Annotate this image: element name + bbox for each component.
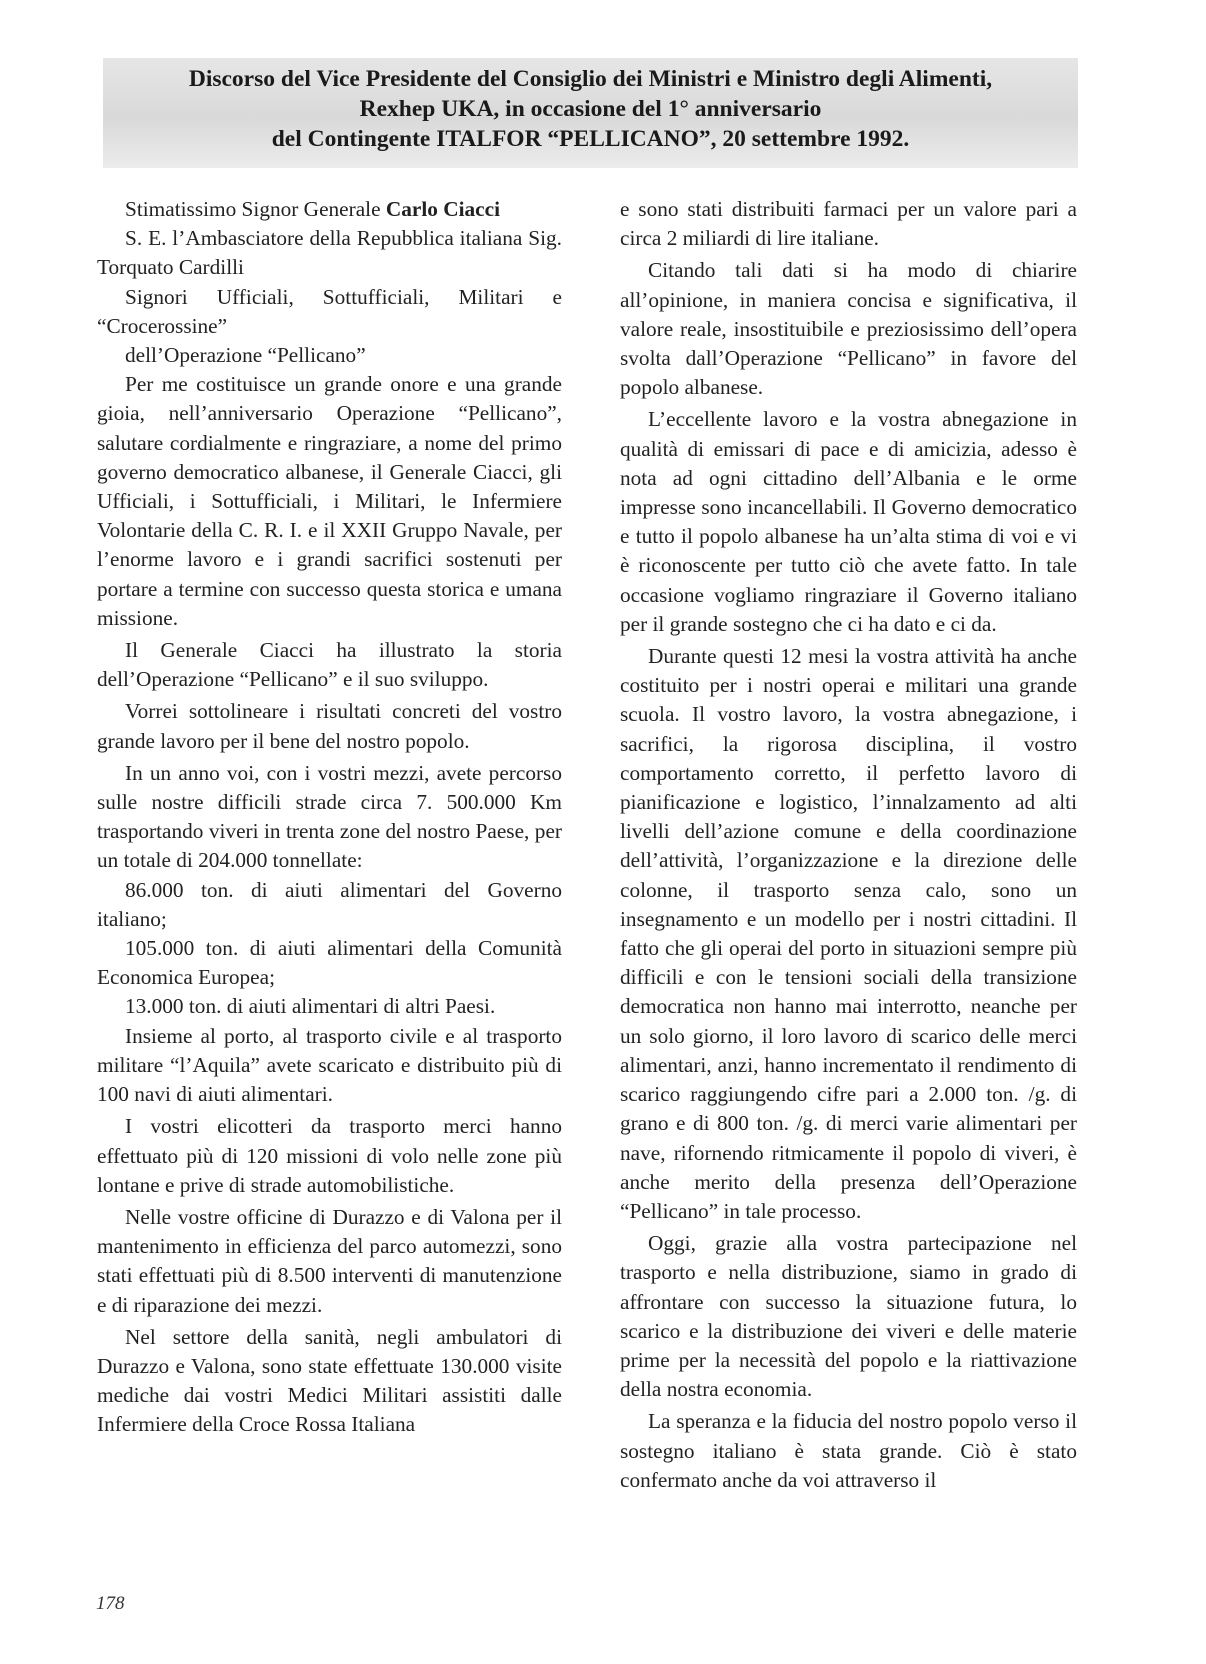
paragraph: Oggi, grazie alla vostra partecipazione nel trasporto e nella distribuzione, siamo in grado di affrontare con successo la situazione futura, lo scarico e la distribuzione dei viveri e delle materie prime per la necessità del popolo e la riattivazione della nostra economia. xyxy=(620,1231,1077,1402)
paragraph: Vorrei sottolineare i risultati concreti del vostro grande lavoro per il bene del nostro popolo. xyxy=(97,699,562,753)
list-item: 86.000 ton. di aiuti alimentari del Governo italiano; xyxy=(97,877,562,931)
paragraph: dell’Operazione “Pellicano” xyxy=(125,343,366,368)
paragraph: Nelle vostre officine di Durazzo e di Valona per il mantenimento in efficienza del parco automezzi, sono stati effettuati più di 8.500 interventi di manutenzione e di riparazione dei mezzi. xyxy=(97,1204,562,1317)
paragraph: Nel settore della sanità, negli ambulatori di Durazzo e Valona, sono state effettuate 130.000 visite mediche dai vostri Medici Militari assistiti dalle Infermiere della Croce Rossa Italiana xyxy=(97,1324,562,1437)
paragraph: Signori Ufficiali, Sottufficiali, Militari e “Crocerossine” xyxy=(97,284,562,338)
left-column xyxy=(97,195,562,1440)
document-title xyxy=(103,64,1078,154)
paragraph: S. E. l’Ambasciatore della Repubblica italiana Sig. Torquato Cardilli xyxy=(97,226,562,280)
paragraph: Il Generale Ciacci ha illustrato la storia dell’Operazione “Pellicano” e il suo sviluppo. xyxy=(97,638,562,692)
page-number: 178 xyxy=(96,1593,125,1614)
title-line-1: Discorso del Vice Presidente del Consiglio dei Ministri e Ministro degli Alimenti, xyxy=(188,66,993,92)
list-item: 105.000 ton. di aiuti alimentari della Comunità Economica Europea; xyxy=(97,936,562,990)
salutation-name: Carlo Ciacci xyxy=(385,197,500,221)
salutation-prefix: Stimatissimo Signor Generale xyxy=(125,197,386,221)
title-line-2: Rexhep UKA, in occasione del 1° anniversario xyxy=(359,96,822,122)
list-item: 13.000 ton. di aiuti alimentari di altri Paesi. xyxy=(125,994,496,1019)
paragraph: Per me costituisce un grande onore e una grande gioia, nell’anniversario Operazione “Pellicano”, salutare cordialmente e ringraziare, a nome del primo governo democratico albanese, il Generale Ciacci, gli Ufficiali, i Sottufficiali, i Militari, le Infermiere Volontarie della C. R. I. e il XXII Gruppo Navale, per l’enorme lavoro e i grandi sacrifici sostenuti per portare a termine con successo questa storica e umana missione. xyxy=(97,372,562,630)
title-line-3: del Contingente ITALFOR “PELLICANO”, 20 settembre 1992. xyxy=(271,126,910,152)
paragraph: Citando tali dati si ha modo di chiarire all’opinione, in maniera concisa e significativa, il valore reale, insostituibile e preziosissimo dell’opera svolta dall’Operazione “Pellicano” in favore del popolo albanese. xyxy=(620,258,1077,400)
paragraph: I vostri elicotteri da trasporto merci hanno effettuato più di 120 missioni di volo nelle zone più lontane e prive di strade automobilistiche. xyxy=(97,1114,562,1197)
paragraph: e sono stati distribuiti farmaci per un valore pari a circa 2 miliardi di lire italiane. xyxy=(620,197,1077,251)
paragraph: La speranza e la fiducia del nostro popolo verso il sostegno italiano è stata grande. Ciò è stato confermato anche da voi attraverso il xyxy=(620,1409,1077,1492)
paragraph: In un anno voi, con i vostri mezzi, avete percorso sulle nostre difficili strade circa 7. 500.000 Km trasportando viveri in trenta zone del nostro Paese, per un totale di 204.000 tonnellate: xyxy=(97,760,562,873)
right-column xyxy=(620,195,1077,1495)
salutation xyxy=(97,195,562,224)
paragraph: L’eccellente lavoro e la vostra abnegazione in qualità di emissari di pace e di amicizia, adesso è nota ad ogni cittadino dell’Albania e le orme impresse sono incancellabili. Il Governo democratico e tutto il popolo albanese ha un’alta stima di voi e vi è riconoscente per tutto ciò che avete fatto. In tale occasione vogliamo ringraziare il Governo italiano per il grande sostegno che ci ha dato e ci da. xyxy=(620,407,1077,636)
paragraph: Durante questi 12 mesi la vostra attività ha anche costituito per i nostri operai e militari una grande scuola. Il vostro lavoro, la vostra abnegazione, i sacrifici, la rigorosa disciplina, il vostro comportamento corretto, il perfetto lavoro di pianificazione e logistico, l’innalzamento ad alti livelli dell’azione comune e della coordinazione dell’attività, l’organizzazione e la direzione delle colonne, il trasporto senza calo, sono un insegnamento e un modello per i nostri cittadini. Il fatto che gli operai del porto in situazioni sempre più difficili e con le tensioni sociali della transizione democratica non hanno mai interrotto, neanche per un solo giorno, il loro lavoro di scarico delle merci alimentari, anzi, hanno incrementato il rendimento di scarico raggiungendo cifre pari a 2.000 ton. /g. di grano e di 800 ton. /g. di merci varie alimentari per nave, rifornendo ritmicamente il popolo di viveri, è anche merito della presenza dell’Operazione “Pellicano” in tale processo. xyxy=(620,644,1077,1223)
paragraph: Insieme al porto, al trasporto civile e al trasporto militare “l’Aquila” avete scaricato e distribuito più di 100 navi di aiuti alimentari. xyxy=(97,1023,562,1107)
